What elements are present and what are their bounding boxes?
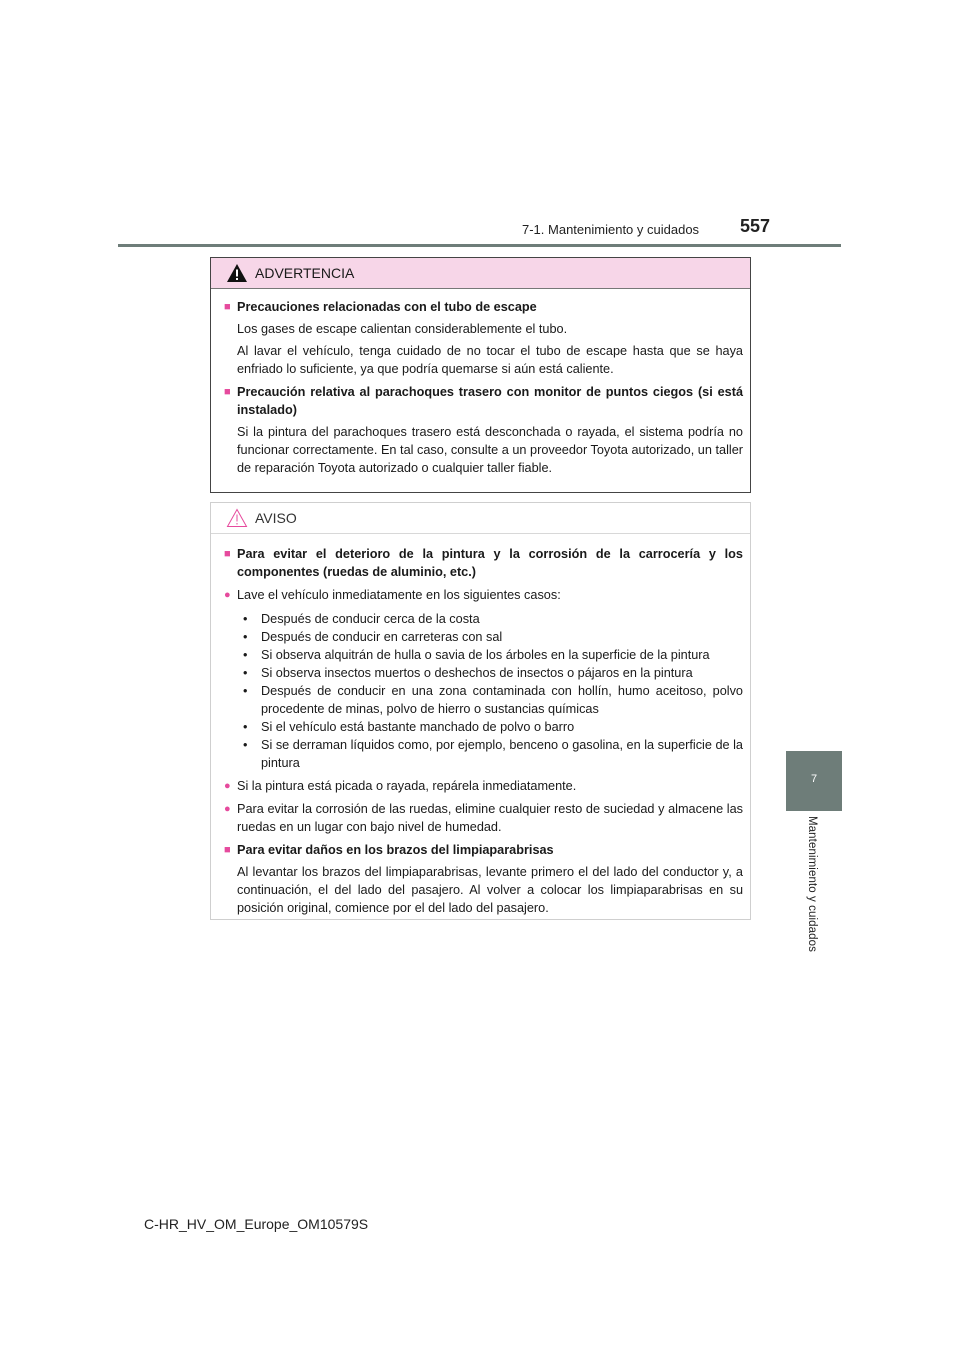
section-title: [224, 298, 743, 316]
list-item: [224, 777, 743, 795]
notice-section-wipers: [224, 841, 743, 917]
dot-bullet-icon: •: [243, 648, 248, 662]
list-item: [224, 800, 743, 836]
square-bullet-icon: ■: [224, 386, 231, 398]
sub-list-item-text: Si observa insectos muertos o deshechos de insectos o pájaros en la pintura: [261, 666, 693, 680]
warning-triangle-icon: [226, 263, 248, 283]
chapter-tab: [786, 751, 842, 811]
section-title: [224, 383, 743, 419]
chapter-title: 7-1. Mantenimiento y cuidados: [522, 222, 700, 237]
sub-list: [224, 610, 743, 772]
dot-bullet-icon: •: [243, 684, 248, 698]
sub-list-item-text: Si el vehículo está bastante manchado de polvo o barro: [261, 720, 575, 734]
header-divider: [118, 244, 841, 247]
list-item: [224, 586, 743, 604]
section-title: [224, 841, 743, 859]
page-number: 557: [740, 216, 771, 236]
warning-body: [211, 289, 750, 477]
sub-list-item: [237, 628, 743, 646]
warning-box: [210, 257, 751, 493]
warning-section-exhaust: [224, 298, 743, 378]
notice-body: [211, 534, 750, 917]
notice-section-paint: [224, 545, 743, 836]
sub-list-item-text: Después de conducir cerca de la costa: [261, 612, 480, 626]
chapter-tab-number: 7: [810, 773, 818, 785]
notice-title: AVISO: [255, 510, 297, 526]
warning-title: ADVERTENCIA: [255, 265, 355, 281]
section-title-text: Para evitar daños en los brazos del limpiaparabrisas: [237, 843, 554, 857]
caution-outline-icon: [226, 508, 248, 528]
notice-header: [211, 503, 750, 534]
paragraph: Al levantar los brazos del limpiaparabrisas, levante primero el del lado del conductor y, a continuación, el del lado del pasajero. Al volver a colocar los limpiaparabrisas en su posición original, comience por el del lado del pasajero.: [237, 865, 743, 915]
list-item-text: Si la pintura está picada o rayada, repárela inmediatamente.: [237, 779, 577, 793]
sub-list-item-text: Si se derraman líquidos como, por ejemplo, benceno o gasolina, en la superficie de la pintura: [261, 738, 743, 770]
sub-list-item: [237, 610, 743, 628]
dot-bullet-icon: •: [243, 612, 248, 626]
dot-bullet-icon: •: [243, 738, 248, 752]
paragraph: Al lavar el vehículo, tenga cuidado de no tocar el tubo de escape hasta que se haya enfriado lo suficiente, ya que podría quemarse si aún está caliente.: [237, 344, 743, 376]
paragraph: Si la pintura del parachoques trasero está desconchada o rayada, el sistema podría no funcionar correctamente. En tal caso, consulte a un proveedor Toyota autorizado, un taller de reparación Toyota autorizado o cualquier taller fiable.: [237, 425, 743, 475]
section-title-text: Para evitar el deterioro de la pintura y la corrosión de la carrocería y los componentes (ruedas de aluminio, etc.): [237, 547, 743, 579]
bullet-group: [224, 586, 743, 836]
square-bullet-icon: ■: [224, 301, 231, 313]
paragraph: Los gases de escape calientan considerablemente el tubo.: [237, 322, 568, 336]
sub-list-item-text: Después de conducir en carreteras con sal: [261, 630, 503, 644]
warning-header: [211, 258, 750, 289]
document-code: C-HR_HV_OM_Europe_OM10579S: [144, 1216, 369, 1232]
sub-list-item: [237, 682, 743, 718]
dot-bullet-icon: •: [243, 630, 248, 644]
chapter-tab-label: Mantenimiento y cuidados: [806, 816, 818, 953]
sub-list-item: [237, 718, 743, 736]
circle-bullet-icon: ●: [224, 589, 231, 601]
section-title-text: Precauciones relacionadas con el tubo de escape: [237, 300, 537, 314]
sub-list-item-text: Si observa alquitrán de hulla o savia de los árboles en la superficie de la pintura: [261, 648, 710, 662]
notice-box: [210, 502, 751, 920]
square-bullet-icon: ■: [224, 548, 231, 560]
sub-list-item-text: Después de conducir en una zona contaminada con hollín, humo aceitoso, polvo procedente de minas, polvo de hierro o sustancias químicas: [261, 684, 743, 716]
sub-list-item: [237, 646, 743, 664]
section-title: [224, 545, 743, 581]
warning-section-bumper: [224, 383, 743, 477]
square-bullet-icon: ■: [224, 844, 231, 856]
circle-bullet-icon: ●: [224, 803, 231, 815]
dot-bullet-icon: •: [243, 666, 248, 680]
list-item-text: Lave el vehículo inmediatamente en los siguientes casos:: [237, 588, 561, 602]
sub-list-item: [237, 664, 743, 682]
circle-bullet-icon: ●: [224, 780, 231, 792]
sub-list-item: [237, 736, 743, 772]
dot-bullet-icon: •: [243, 720, 248, 734]
section-title-text: Precaución relativa al parachoques trasero con monitor de puntos ciegos (si está instalado): [237, 385, 743, 417]
list-item-text: Para evitar la corrosión de las ruedas, elimine cualquier resto de suciedad y almacene las ruedas en un lugar con bajo nivel de humedad.: [237, 802, 743, 834]
